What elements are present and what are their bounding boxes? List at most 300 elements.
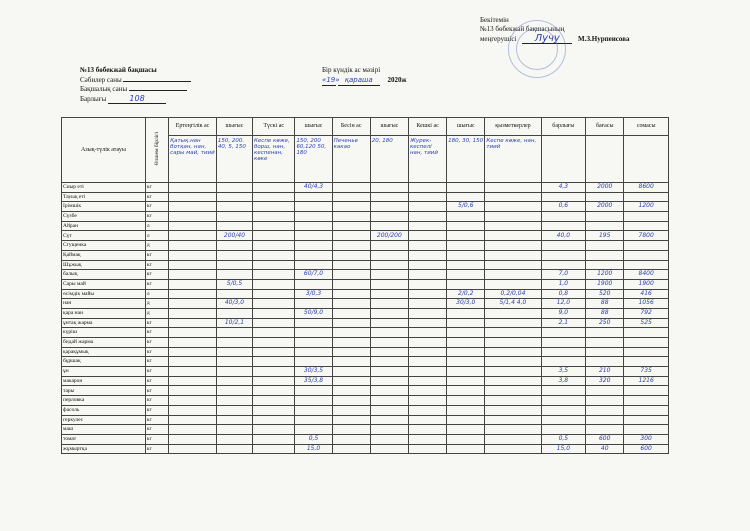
cell-dinner-out xyxy=(447,434,485,444)
cell-dinner-out xyxy=(447,270,485,280)
cell-name: томат xyxy=(62,434,146,444)
cell-empty xyxy=(253,347,295,357)
cell-sum: 1200 xyxy=(624,202,669,212)
plan-lunch-out: 150, 200 60,120 50, 180 xyxy=(295,136,332,183)
cell-dinner-out: 2/0,2 xyxy=(447,289,485,299)
table-row xyxy=(62,212,669,222)
cell-snack-out xyxy=(370,221,408,231)
children-value-line xyxy=(123,81,191,82)
cell-price: 210 xyxy=(586,367,624,377)
cell-empty xyxy=(408,328,446,338)
cell-unit: кг xyxy=(145,318,168,328)
cell-empty xyxy=(332,396,370,406)
cell-price xyxy=(586,260,624,270)
cell-empty xyxy=(169,434,217,444)
cell-empty xyxy=(253,192,295,202)
cell-snack-out xyxy=(370,308,408,318)
col-unit xyxy=(145,118,168,183)
cell-empty xyxy=(253,270,295,280)
cell-empty xyxy=(408,405,446,415)
menu-title-block xyxy=(322,66,407,86)
cell-empty xyxy=(169,270,217,280)
cell-price: 40 xyxy=(586,444,624,454)
cell-name: Ірімшік xyxy=(62,202,146,212)
total-count-line xyxy=(80,94,280,104)
cell-empty xyxy=(332,386,370,396)
total-value: 108 xyxy=(108,94,166,104)
cell-name: нан xyxy=(62,299,146,309)
cell-name: бұршақ xyxy=(62,357,146,367)
cell-empty xyxy=(253,376,295,386)
cell-total xyxy=(541,260,586,270)
cell-lunch-out: 3/0,3 xyxy=(295,289,332,299)
cell-empty xyxy=(408,241,446,251)
cell-name: геркулес xyxy=(62,415,146,425)
cell-empty xyxy=(169,308,217,318)
table-row xyxy=(62,405,669,415)
cell-name: ұн xyxy=(62,367,146,377)
cell-snack-out xyxy=(370,183,408,193)
cell-empty xyxy=(408,434,446,444)
cell-unit: л xyxy=(145,221,168,231)
col-price: бағасы xyxy=(586,118,624,136)
cell-empty xyxy=(408,396,446,406)
cell-breakfast-out xyxy=(216,241,252,251)
total-label: Барлығы xyxy=(80,95,107,103)
cell-sum: 735 xyxy=(624,367,669,377)
kindergarten-count-line xyxy=(80,85,280,94)
cell-price xyxy=(586,415,624,425)
cell-empty xyxy=(253,405,295,415)
cell-empty xyxy=(332,376,370,386)
cell-total xyxy=(541,192,586,202)
cell-unit: кг xyxy=(145,367,168,377)
cell-empty xyxy=(408,386,446,396)
cell-dinner-out: 5/0,6 xyxy=(447,202,485,212)
cell-sum: 8400 xyxy=(624,270,669,280)
cell-staff xyxy=(485,396,541,406)
cell-empty xyxy=(332,444,370,454)
table-row xyxy=(62,260,669,270)
cell-sum xyxy=(624,328,669,338)
cell-price xyxy=(586,425,624,435)
cell-dinner-out xyxy=(447,376,485,386)
cell-breakfast-out xyxy=(216,396,252,406)
cell-empty xyxy=(253,434,295,444)
plan-snack: Печенье какао xyxy=(332,136,370,183)
cell-empty xyxy=(253,318,295,328)
cell-sum: 7800 xyxy=(624,231,669,241)
cell-empty xyxy=(169,367,217,377)
cell-breakfast-out xyxy=(216,347,252,357)
cell-dinner-out xyxy=(447,231,485,241)
cell-empty xyxy=(169,202,217,212)
menu-title: Бір күндік ас мәзірі xyxy=(322,66,381,74)
cell-empty xyxy=(408,338,446,348)
table-row xyxy=(62,347,669,357)
cell-dinner-out xyxy=(447,347,485,357)
cell-empty xyxy=(169,260,217,270)
cell-unit: д xyxy=(145,241,168,251)
cell-snack-out xyxy=(370,328,408,338)
cell-dinner-out xyxy=(447,183,485,193)
col-sum: сомасы xyxy=(624,118,669,136)
cell-empty xyxy=(169,250,217,260)
cell-sum: 8600 xyxy=(624,183,669,193)
cell-empty xyxy=(169,338,217,348)
cell-name: Сиыр еті xyxy=(62,183,146,193)
cell-unit: л xyxy=(145,231,168,241)
cell-empty xyxy=(332,415,370,425)
cell-total xyxy=(541,221,586,231)
cell-staff xyxy=(485,192,541,202)
table-row xyxy=(62,279,669,289)
cell-snack-out xyxy=(370,405,408,415)
cell-lunch-out xyxy=(295,250,332,260)
cell-lunch-out xyxy=(295,357,332,367)
cell-unit: кг xyxy=(145,415,168,425)
cell-lunch-out: 0,5 xyxy=(295,434,332,444)
cell-staff xyxy=(485,434,541,444)
cell-name: перловка xyxy=(62,396,146,406)
cell-name: ұнтақ жарма xyxy=(62,318,146,328)
cell-name: қара нан xyxy=(62,308,146,318)
cell-unit: кг xyxy=(145,425,168,435)
cell-staff xyxy=(485,279,541,289)
cell-empty xyxy=(408,183,446,193)
approve-manager-label: меңгерушісі xyxy=(480,35,517,43)
cell-sum xyxy=(624,405,669,415)
cell-unit: кг xyxy=(145,444,168,454)
date-month: қараша xyxy=(338,76,380,86)
cell-empty xyxy=(332,434,370,444)
cell-empty xyxy=(253,415,295,425)
cell-breakfast-out xyxy=(216,405,252,415)
cell-empty xyxy=(332,250,370,260)
cell-breakfast-out xyxy=(216,376,252,386)
cell-breakfast-out: 40/3,0 xyxy=(216,299,252,309)
cell-breakfast-out: 10/2,1 xyxy=(216,318,252,328)
cell-name: бидай жарма xyxy=(62,338,146,348)
table-row xyxy=(62,231,669,241)
cell-name: Шұжық xyxy=(62,260,146,270)
cell-breakfast-out xyxy=(216,367,252,377)
cell-dinner-out xyxy=(447,444,485,454)
cell-empty xyxy=(253,299,295,309)
cell-snack-out xyxy=(370,270,408,280)
cell-lunch-out xyxy=(295,260,332,270)
cell-empty xyxy=(253,386,295,396)
cell-staff xyxy=(485,338,541,348)
menu-date xyxy=(322,76,407,86)
cell-total: 3,5 xyxy=(541,367,586,377)
table-row xyxy=(62,289,669,299)
cell-dinner-out xyxy=(447,279,485,289)
cell-breakfast-out xyxy=(216,415,252,425)
cell-dinner-out xyxy=(447,250,485,260)
cell-dinner-out xyxy=(447,221,485,231)
cell-dinner-out: 30/3,0 xyxy=(447,299,485,309)
cell-snack-out xyxy=(370,425,408,435)
cell-staff: 5/1,4 4,0 xyxy=(485,299,541,309)
cell-empty xyxy=(332,212,370,222)
table-row xyxy=(62,367,669,377)
cell-dinner-out xyxy=(447,192,485,202)
cell-unit: кг xyxy=(145,405,168,415)
cell-staff xyxy=(485,241,541,251)
cell-total xyxy=(541,425,586,435)
cell-name: өсімдік майы xyxy=(62,289,146,299)
cell-staff xyxy=(485,202,541,212)
cell-unit: кг xyxy=(145,279,168,289)
cell-total: 7,0 xyxy=(541,270,586,280)
cell-price xyxy=(586,212,624,222)
cell-unit: д xyxy=(145,299,168,309)
cell-price xyxy=(586,347,624,357)
cell-sum: 600 xyxy=(624,444,669,454)
approve-signature: Лучу xyxy=(522,34,572,44)
cell-breakfast-out xyxy=(216,221,252,231)
cell-snack-out xyxy=(370,376,408,386)
cell-empty xyxy=(332,347,370,357)
cell-price xyxy=(586,405,624,415)
cell-total: 0,5 xyxy=(541,434,586,444)
cell-snack-out xyxy=(370,347,408,357)
cell-snack-out xyxy=(370,415,408,425)
cell-empty xyxy=(332,270,370,280)
cell-lunch-out xyxy=(295,202,332,212)
cell-lunch-out xyxy=(295,212,332,222)
cell-name: қарақұмық xyxy=(62,347,146,357)
cell-snack-out xyxy=(370,338,408,348)
cell-empty xyxy=(169,221,217,231)
cell-name: макарон xyxy=(62,376,146,386)
cell-staff xyxy=(485,270,541,280)
cell-empty xyxy=(332,308,370,318)
cell-empty xyxy=(332,299,370,309)
cell-dinner-out xyxy=(447,260,485,270)
kindergarten-value-line xyxy=(129,90,187,91)
cell-lunch-out xyxy=(295,279,332,289)
cell-name: Сүзбе xyxy=(62,212,146,222)
table-row xyxy=(62,386,669,396)
cell-empty xyxy=(332,357,370,367)
official-seal-inner-ring xyxy=(516,28,558,70)
cell-total xyxy=(541,212,586,222)
cell-name: Қаймақ xyxy=(62,250,146,260)
cell-empty xyxy=(169,386,217,396)
cell-empty xyxy=(332,318,370,328)
cell-empty xyxy=(332,202,370,212)
cell-price: 320 xyxy=(586,376,624,386)
cell-staff xyxy=(485,357,541,367)
cell-unit: кг xyxy=(145,434,168,444)
cell-total xyxy=(541,250,586,260)
cell-empty xyxy=(408,347,446,357)
cell-name: күріш xyxy=(62,328,146,338)
cell-empty xyxy=(408,367,446,377)
cell-snack-out xyxy=(370,279,408,289)
cell-empty xyxy=(408,270,446,280)
date-day: «19» xyxy=(322,76,340,84)
cell-staff xyxy=(485,231,541,241)
cell-dinner-out xyxy=(447,357,485,367)
table-header-row xyxy=(62,118,669,136)
cell-lunch-out xyxy=(295,192,332,202)
cell-empty xyxy=(332,260,370,270)
cell-breakfast-out xyxy=(216,270,252,280)
cell-breakfast-out xyxy=(216,183,252,193)
cell-total xyxy=(541,396,586,406)
cell-breakfast-out xyxy=(216,260,252,270)
cell-lunch-out: 60/7,0 xyxy=(295,270,332,280)
cell-dinner-out xyxy=(447,386,485,396)
approve-org: №13 бөбекжай бақшасының xyxy=(480,25,565,33)
cell-total xyxy=(541,357,586,367)
cell-total: 40,0 xyxy=(541,231,586,241)
table-row xyxy=(62,318,669,328)
cell-lunch-out xyxy=(295,396,332,406)
cell-empty xyxy=(169,289,217,299)
cell-snack-out xyxy=(370,212,408,222)
cell-empty xyxy=(408,376,446,386)
cell-empty xyxy=(253,289,295,299)
cell-empty xyxy=(169,425,217,435)
approve-manager-name: М.З.Нурпеисова xyxy=(577,35,630,43)
cell-unit: кг xyxy=(145,202,168,212)
plan-sum xyxy=(624,136,669,183)
cell-empty xyxy=(408,357,446,367)
cell-name: жұмыртқа xyxy=(62,444,146,454)
cell-name: тары xyxy=(62,386,146,396)
cell-empty xyxy=(169,279,217,289)
cell-lunch-out xyxy=(295,338,332,348)
date-year: 2020ж xyxy=(387,76,407,84)
cell-sum xyxy=(624,386,669,396)
cell-empty xyxy=(408,250,446,260)
cell-lunch-out xyxy=(295,405,332,415)
cell-snack-out xyxy=(370,318,408,328)
cell-snack-out xyxy=(370,202,408,212)
cell-unit: кг xyxy=(145,328,168,338)
table-row xyxy=(62,308,669,318)
cell-total: 3,8 xyxy=(541,376,586,386)
cell-price xyxy=(586,357,624,367)
cell-empty xyxy=(169,212,217,222)
cell-price: 250 xyxy=(586,318,624,328)
cell-empty xyxy=(408,260,446,270)
cell-lunch-out xyxy=(295,318,332,328)
cell-sum xyxy=(624,260,669,270)
cell-price xyxy=(586,250,624,260)
cell-staff xyxy=(485,425,541,435)
cell-sum xyxy=(624,250,669,260)
cell-lunch-out xyxy=(295,328,332,338)
cell-sum: 525 xyxy=(624,318,669,328)
children-count-line xyxy=(80,76,280,85)
cell-name: Тауық еті xyxy=(62,192,146,202)
cell-snack-out xyxy=(370,434,408,444)
cell-breakfast-out: 200/40 xyxy=(216,231,252,241)
col-unit-label: Өлшем бірлігі xyxy=(153,131,160,166)
cell-empty xyxy=(169,357,217,367)
cell-empty xyxy=(408,308,446,318)
cell-empty xyxy=(332,279,370,289)
org-name: №13 бөбекжай бақшасы xyxy=(80,66,157,74)
cell-dinner-out xyxy=(447,241,485,251)
cell-empty xyxy=(169,183,217,193)
cell-price: 195 xyxy=(586,231,624,241)
cell-breakfast-out xyxy=(216,289,252,299)
cell-lunch-out xyxy=(295,386,332,396)
cell-staff xyxy=(485,347,541,357)
menu-table xyxy=(61,117,669,454)
cell-staff xyxy=(485,415,541,425)
col-lunch-out: шығыс xyxy=(295,118,332,136)
col-snack: Бесін ас xyxy=(332,118,370,136)
cell-empty xyxy=(253,221,295,231)
cell-price: 2000 xyxy=(586,202,624,212)
cell-empty xyxy=(332,192,370,202)
col-breakfast: Ертеңгілік ас xyxy=(169,118,217,136)
cell-empty xyxy=(253,444,295,454)
cell-empty xyxy=(169,231,217,241)
col-dinner: Кешкі ас xyxy=(408,118,446,136)
cell-breakfast-out xyxy=(216,308,252,318)
cell-sum: 792 xyxy=(624,308,669,318)
plan-breakfast: Қатық.нан ботқан, нан, сары май, тиий xyxy=(169,136,217,183)
cell-sum: 416 xyxy=(624,289,669,299)
cell-lunch-out xyxy=(295,425,332,435)
col-product-name: Азық-түлік атауы xyxy=(62,118,146,183)
cell-empty xyxy=(253,308,295,318)
cell-empty xyxy=(169,241,217,251)
col-staff: қызметкерлер xyxy=(485,118,541,136)
cell-unit: кг xyxy=(145,270,168,280)
cell-dinner-out xyxy=(447,318,485,328)
cell-empty xyxy=(253,357,295,367)
plan-price xyxy=(586,136,624,183)
cell-empty xyxy=(332,367,370,377)
cell-lunch-out xyxy=(295,299,332,309)
cell-staff xyxy=(485,250,541,260)
cell-breakfast-out xyxy=(216,328,252,338)
cell-sum xyxy=(624,357,669,367)
cell-staff xyxy=(485,376,541,386)
cell-lunch-out xyxy=(295,415,332,425)
cell-snack-out xyxy=(370,241,408,251)
plan-total xyxy=(541,136,586,183)
cell-empty xyxy=(332,241,370,251)
cell-total: 0,8 xyxy=(541,289,586,299)
col-breakfast-out: шығыс xyxy=(216,118,252,136)
cell-total xyxy=(541,241,586,251)
cell-lunch-out xyxy=(295,347,332,357)
col-total: барлығы xyxy=(541,118,586,136)
cell-name: Айран xyxy=(62,221,146,231)
approve-title: Бекітемін xyxy=(480,16,509,24)
cell-empty xyxy=(169,299,217,309)
table-row xyxy=(62,357,669,367)
cell-unit: кг xyxy=(145,183,168,193)
cell-staff xyxy=(485,318,541,328)
cell-breakfast-out xyxy=(216,434,252,444)
cell-dinner-out xyxy=(447,212,485,222)
cell-empty xyxy=(408,202,446,212)
table-row xyxy=(62,250,669,260)
cell-breakfast-out xyxy=(216,192,252,202)
cell-snack-out: 200/200 xyxy=(370,231,408,241)
